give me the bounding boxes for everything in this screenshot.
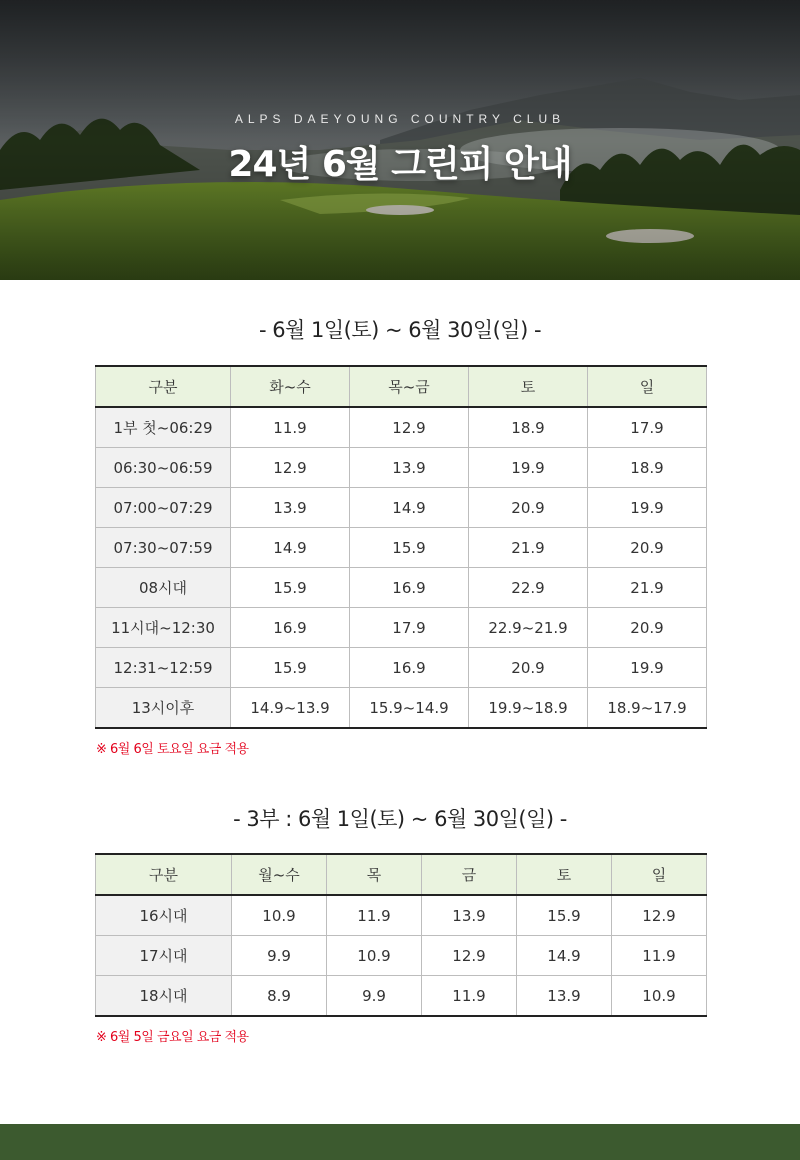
fee-cell: 14.9~13.9 — [231, 688, 350, 729]
fee-cell: 14.9 — [517, 936, 612, 976]
fee-cell: 12.9 — [231, 448, 350, 488]
column-header: 목~금 — [350, 366, 469, 407]
fee-cell: 20.9 — [469, 488, 588, 528]
fee-cell: 21.9 — [469, 528, 588, 568]
fee-cell: 13.9 — [350, 448, 469, 488]
table-header-row — [96, 854, 707, 895]
column-header: 목 — [327, 854, 422, 895]
fee-cell: 12.9 — [612, 895, 707, 936]
fee-cell: 19.9 — [469, 448, 588, 488]
fee-cell: 19.9~18.9 — [469, 688, 588, 729]
table-row — [96, 976, 707, 1017]
fee-cell: 11.9 — [231, 407, 350, 448]
section1-title: - 6월 1일(토) ~ 6월 30일(일) - — [258, 318, 542, 342]
footer-bar — [0, 1124, 800, 1160]
fee-cell: 22.9~21.9 — [469, 608, 588, 648]
fee-cell: 9.9 — [232, 936, 327, 976]
table-row — [96, 648, 707, 688]
table-row — [96, 895, 707, 936]
table-row — [96, 688, 707, 729]
row-label: 17시대 — [96, 936, 232, 976]
fee-cell: 16.9 — [350, 648, 469, 688]
section1-note: ※ 6월 6일 토요일 요금 적용 — [96, 742, 249, 757]
fee-cell: 20.9 — [588, 608, 707, 648]
column-header: 토 — [469, 366, 588, 407]
section2-note: ※ 6월 5일 금요일 요금 적용 — [96, 1030, 249, 1045]
row-label: 16시대 — [96, 895, 232, 936]
row-label: 11시대~12:30 — [96, 608, 231, 648]
table-row — [96, 936, 707, 976]
table-row — [96, 568, 707, 608]
row-label: 07:00~07:29 — [96, 488, 231, 528]
table-row — [96, 528, 707, 568]
fee-cell: 15.9 — [350, 528, 469, 568]
row-label: 13시이후 — [96, 688, 231, 729]
fee-cell: 13.9 — [231, 488, 350, 528]
row-label: 07:30~07:59 — [96, 528, 231, 568]
fee-cell: 14.9 — [231, 528, 350, 568]
fee-cell: 13.9 — [517, 976, 612, 1017]
row-label: 1부 첫~06:29 — [96, 407, 231, 448]
column-header: 금 — [422, 854, 517, 895]
fee-cell: 20.9 — [469, 648, 588, 688]
fee-table-1 — [95, 365, 707, 729]
column-header: 월~수 — [232, 854, 327, 895]
fee-cell: 10.9 — [612, 976, 707, 1017]
table-row — [96, 488, 707, 528]
fee-cell: 18.9 — [588, 448, 707, 488]
fee-cell: 21.9 — [588, 568, 707, 608]
column-header: 일 — [612, 854, 707, 895]
fee-cell: 18.9 — [469, 407, 588, 448]
fee-cell: 14.9 — [350, 488, 469, 528]
fee-cell: 12.9 — [350, 407, 469, 448]
fee-cell: 15.9~14.9 — [350, 688, 469, 729]
fee-cell: 13.9 — [422, 895, 517, 936]
row-label: 18시대 — [96, 976, 232, 1017]
column-header: 화~수 — [231, 366, 350, 407]
table-header-row — [96, 366, 707, 407]
fee-cell: 17.9 — [350, 608, 469, 648]
fee-cell: 12.9 — [422, 936, 517, 976]
fee-cell: 22.9 — [469, 568, 588, 608]
fee-cell: 16.9 — [350, 568, 469, 608]
fee-cell: 11.9 — [612, 936, 707, 976]
fee-cell: 11.9 — [327, 895, 422, 936]
fee-cell: 15.9 — [517, 895, 612, 936]
column-header: 일 — [588, 366, 707, 407]
fee-cell: 8.9 — [232, 976, 327, 1017]
club-name: ALPS DAEYOUNG COUNTRY CLUB — [234, 112, 566, 126]
row-label: 08시대 — [96, 568, 231, 608]
fee-cell: 19.9 — [588, 488, 707, 528]
table-row — [96, 608, 707, 648]
fee-table-2 — [95, 853, 707, 1017]
row-label: 12:31~12:59 — [96, 648, 231, 688]
column-header: 구분 — [96, 854, 232, 895]
fee-cell: 15.9 — [231, 568, 350, 608]
fee-cell: 18.9~17.9 — [588, 688, 707, 729]
fee-cell: 11.9 — [422, 976, 517, 1017]
table-row — [96, 448, 707, 488]
fee-cell: 10.9 — [232, 895, 327, 936]
column-header: 구분 — [96, 366, 231, 407]
row-label: 06:30~06:59 — [96, 448, 231, 488]
fee-cell: 9.9 — [327, 976, 422, 1017]
fee-cell: 17.9 — [588, 407, 707, 448]
table-row — [96, 407, 707, 448]
hero-banner — [0, 0, 800, 280]
fee-cell: 16.9 — [231, 608, 350, 648]
fee-cell: 19.9 — [588, 648, 707, 688]
fee-cell: 20.9 — [588, 528, 707, 568]
page-title: 24년 6월 그린피 안내 — [228, 144, 572, 185]
fee-cell: 10.9 — [327, 936, 422, 976]
section2-title: - 3부 : 6월 1일(토) ~ 6월 30일(일) - — [233, 807, 567, 831]
fee-cell: 15.9 — [231, 648, 350, 688]
column-header: 토 — [517, 854, 612, 895]
